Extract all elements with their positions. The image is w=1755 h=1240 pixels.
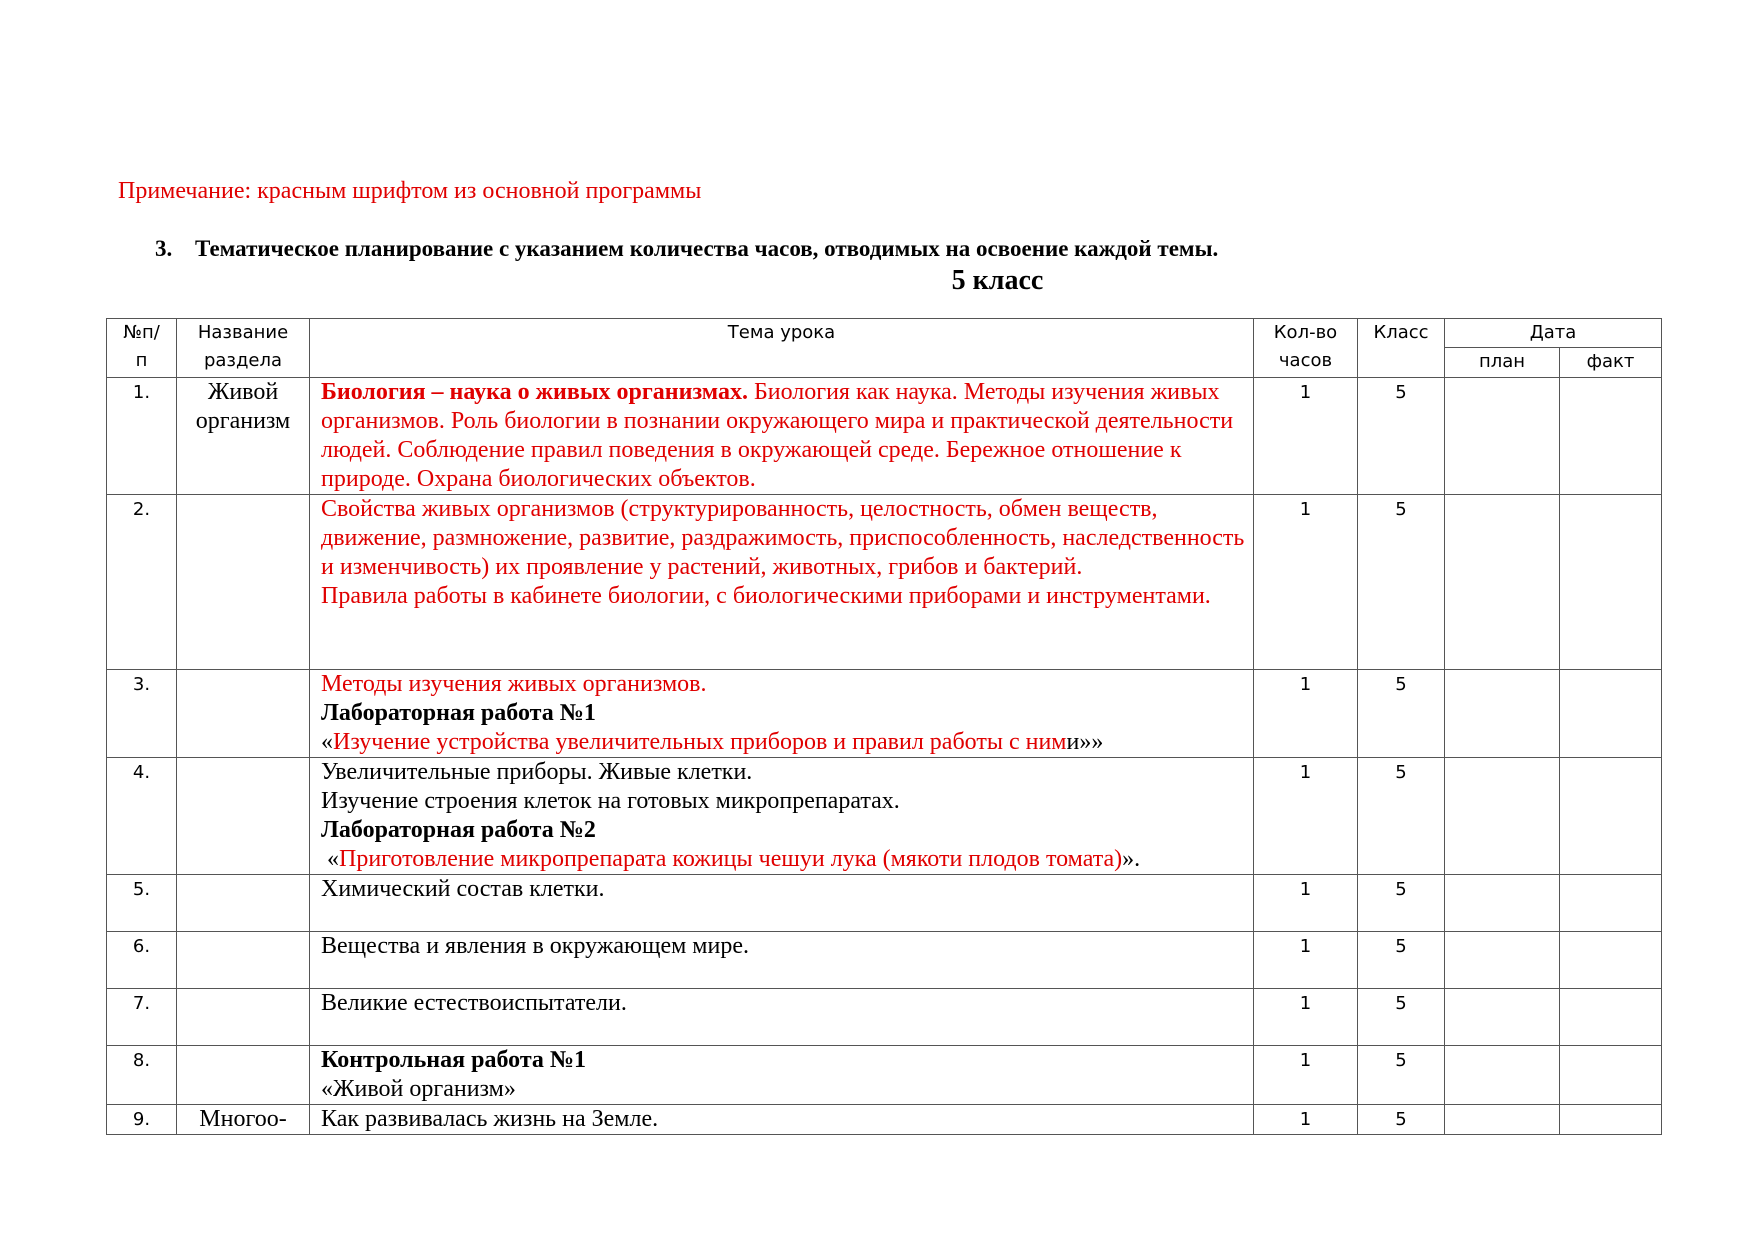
class-number: 5 (1358, 932, 1445, 989)
section-number: 3. (155, 236, 173, 261)
topic-segment: Великие естествоиспытатели. (321, 990, 627, 1016)
date-plan (1445, 758, 1560, 875)
class-number: 5 (1358, 495, 1445, 670)
section-heading-text: Тематическое планирование с указанием количества часов, отводимых на освоение каждой темы. (195, 236, 1219, 261)
row-number: 8. (107, 1046, 177, 1105)
class-number: 5 (1358, 378, 1445, 495)
row-number: 9. (107, 1105, 177, 1135)
topic-segment: Как развивалась жизнь на Земле. (321, 1106, 659, 1132)
hours-count: 1 (1254, 378, 1358, 495)
lesson-topic (310, 932, 1254, 989)
date-fact (1560, 670, 1662, 758)
header-fact: факт (1560, 348, 1662, 378)
section-name (177, 1046, 310, 1105)
header-date: Дата (1445, 319, 1662, 348)
date-fact (1560, 1105, 1662, 1135)
row-number: 1. (107, 378, 177, 495)
header-section: Название раздела (177, 319, 310, 378)
date-fact (1560, 758, 1662, 875)
row-number: 4. (107, 758, 177, 875)
topic-segment: Биология как наука. Методы изучения живых организмов. Роль биологии в познании окружающего мира и практической деятельности людей. Соблюдение правил поведения в окружающей среде. Бережное отношение к природе. Охрана биологических объектов. (321, 379, 1240, 492)
table-row (107, 1046, 1662, 1105)
lesson-topic (310, 1105, 1254, 1135)
table-row (107, 758, 1662, 875)
topic-segment: Изучение строения клеток на готовых микропрепаратах. (321, 788, 900, 814)
class-number: 5 (1358, 1046, 1445, 1105)
hours-count: 1 (1254, 875, 1358, 932)
date-fact (1560, 495, 1662, 670)
date-plan (1445, 495, 1560, 670)
class-number: 5 (1358, 989, 1445, 1046)
class-number: 5 (1358, 875, 1445, 932)
section-name (177, 670, 310, 758)
hours-count: 1 (1254, 989, 1358, 1046)
hours-count: 1 (1254, 1046, 1358, 1105)
hours-count: 1 (1254, 758, 1358, 875)
table-row (107, 875, 1662, 932)
table-row (107, 495, 1662, 670)
grade-title: 5 класс (951, 265, 1044, 296)
section-name (177, 875, 310, 932)
table-row (107, 989, 1662, 1046)
date-fact (1560, 378, 1662, 495)
lesson-topic (310, 378, 1254, 495)
header-num: №п/ п (107, 319, 177, 378)
lesson-topic (310, 875, 1254, 932)
lesson-topic (310, 1046, 1254, 1105)
topic-segment: Лабораторная работа №1 (321, 700, 596, 726)
topic-segment: и»» (1066, 729, 1104, 755)
lesson-topic (310, 670, 1254, 758)
lesson-topic (310, 758, 1254, 875)
date-plan (1445, 989, 1560, 1046)
topic-segment: Лабораторная работа №2 (321, 817, 596, 843)
lesson-topic (310, 989, 1254, 1046)
date-fact (1560, 1046, 1662, 1105)
section-name (177, 758, 310, 875)
section-name: Живой организм (177, 378, 310, 495)
section-name (177, 495, 310, 670)
table-row (107, 932, 1662, 989)
topic-segment: Правила работы в кабинете биологии, с биологическими приборами и инструментами. (321, 583, 1211, 609)
lesson-topic (310, 495, 1254, 670)
note-red-font: Примечание: красным шрифтом из основной программы (118, 178, 702, 204)
table-row (107, 670, 1662, 758)
hours-count: 1 (1254, 932, 1358, 989)
hours-count: 1 (1254, 1105, 1358, 1135)
thematic-plan-table (106, 318, 1662, 1135)
topic-segment: « (321, 729, 333, 755)
section-name (177, 989, 310, 1046)
class-number: 5 (1358, 758, 1445, 875)
class-number: 5 (1358, 1105, 1445, 1135)
row-number: 6. (107, 932, 177, 989)
class-number: 5 (1358, 670, 1445, 758)
topic-segment: ». (1122, 846, 1141, 872)
topic-segment: Вещества и явления в окружающем мире. (321, 933, 749, 959)
topic-segment: Биология – наука о живых организмах. (321, 379, 748, 405)
topic-segment: Химический состав клетки. (321, 876, 605, 902)
row-number: 5. (107, 875, 177, 932)
date-plan (1445, 1046, 1560, 1105)
date-plan (1445, 932, 1560, 989)
topic-segment: « (321, 846, 339, 872)
header-plan: план (1445, 348, 1560, 378)
date-plan (1445, 670, 1560, 758)
topic-segment: «Живой организм» (321, 1076, 516, 1102)
table-row (107, 378, 1662, 495)
date-fact (1560, 875, 1662, 932)
header-class: Класс (1358, 319, 1445, 378)
row-number: 2. (107, 495, 177, 670)
topic-segment: Увеличительные приборы. Живые клетки. (321, 759, 753, 785)
date-plan (1445, 378, 1560, 495)
header-topic: Тема урока (310, 319, 1254, 378)
date-fact (1560, 932, 1662, 989)
topic-segment: Методы изучения живых организмов. (321, 671, 707, 697)
table-row (107, 1105, 1662, 1135)
topic-segment: Свойства живых организмов (структурированность, целостность, обмен веществ, движение, размножение, развитие, раздражимость, приспособленность, наследственность и изменчивость) их проявление у растений, животных, грибов и бактерий. (321, 496, 1251, 580)
date-plan (1445, 875, 1560, 932)
hours-count: 1 (1254, 495, 1358, 670)
topic-segment: Приготовление микропрепарата кожицы чешуи лука (мякоти плодов томата) (339, 846, 1123, 872)
header-hours: Кол-во часов (1254, 319, 1358, 378)
date-fact (1560, 989, 1662, 1046)
topic-segment: Контрольная работа №1 (321, 1047, 587, 1073)
row-number: 3. (107, 670, 177, 758)
row-number: 7. (107, 989, 177, 1046)
section-name: Многоо- (177, 1105, 310, 1135)
section-heading (155, 236, 1218, 262)
hours-count: 1 (1254, 670, 1358, 758)
section-name (177, 932, 310, 989)
topic-segment: Изучение устройства увеличительных приборов и правил работы с ним (333, 729, 1067, 755)
date-plan (1445, 1105, 1560, 1135)
